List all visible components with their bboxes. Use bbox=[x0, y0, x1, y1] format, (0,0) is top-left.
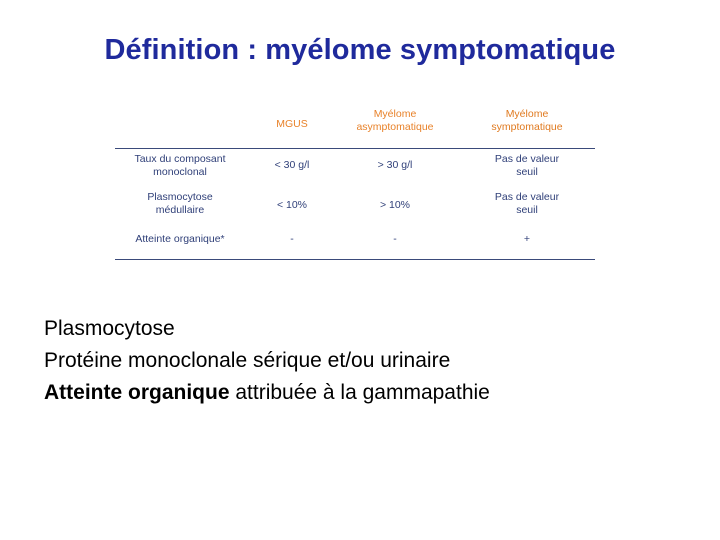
table-header-row bbox=[115, 108, 595, 140]
table-cell: < 10% bbox=[276, 199, 308, 211]
table-cell: Pas de valeur seuil bbox=[494, 153, 560, 178]
table-cell: > 10% bbox=[379, 199, 411, 211]
row-label-plasmocytosis: Plasmocytose médullaire bbox=[147, 191, 213, 216]
body-line-organ-damage bbox=[44, 377, 704, 409]
table-top-rule bbox=[115, 148, 595, 149]
table-cell: - bbox=[290, 233, 294, 245]
table-cell: Pas de valeur seuil bbox=[494, 191, 560, 216]
body-line-plasmocytosis: Plasmocytose bbox=[44, 317, 175, 340]
body-line-monoclonal-protein: Protéine monoclonale sérique et/ou urinaire bbox=[44, 349, 451, 372]
row-label-monoclonal: Taux du composant monoclonal bbox=[134, 153, 226, 178]
column-header-mgus: MGUS bbox=[276, 118, 308, 130]
row-label-organ-damage: Atteinte organique* bbox=[135, 233, 225, 245]
table-cell: - bbox=[393, 233, 397, 245]
body-line-organ-damage-bold: Atteinte organique bbox=[44, 381, 230, 404]
table-cell: > 30 g/l bbox=[377, 159, 413, 171]
table-cell: + bbox=[523, 233, 531, 245]
body-line-organ-damage-rest: attribuée à la gammapathie bbox=[229, 381, 490, 404]
table-bottom-rule bbox=[115, 259, 595, 260]
slide-title: Définition : myélome symptomatique bbox=[104, 34, 616, 66]
column-header-symptomatic: Myélome symptomatique bbox=[491, 108, 563, 133]
column-header-asymptomatic: Myélome asymptomatique bbox=[356, 108, 434, 133]
table-cell: < 30 g/l bbox=[274, 159, 310, 171]
body-text bbox=[44, 313, 704, 409]
